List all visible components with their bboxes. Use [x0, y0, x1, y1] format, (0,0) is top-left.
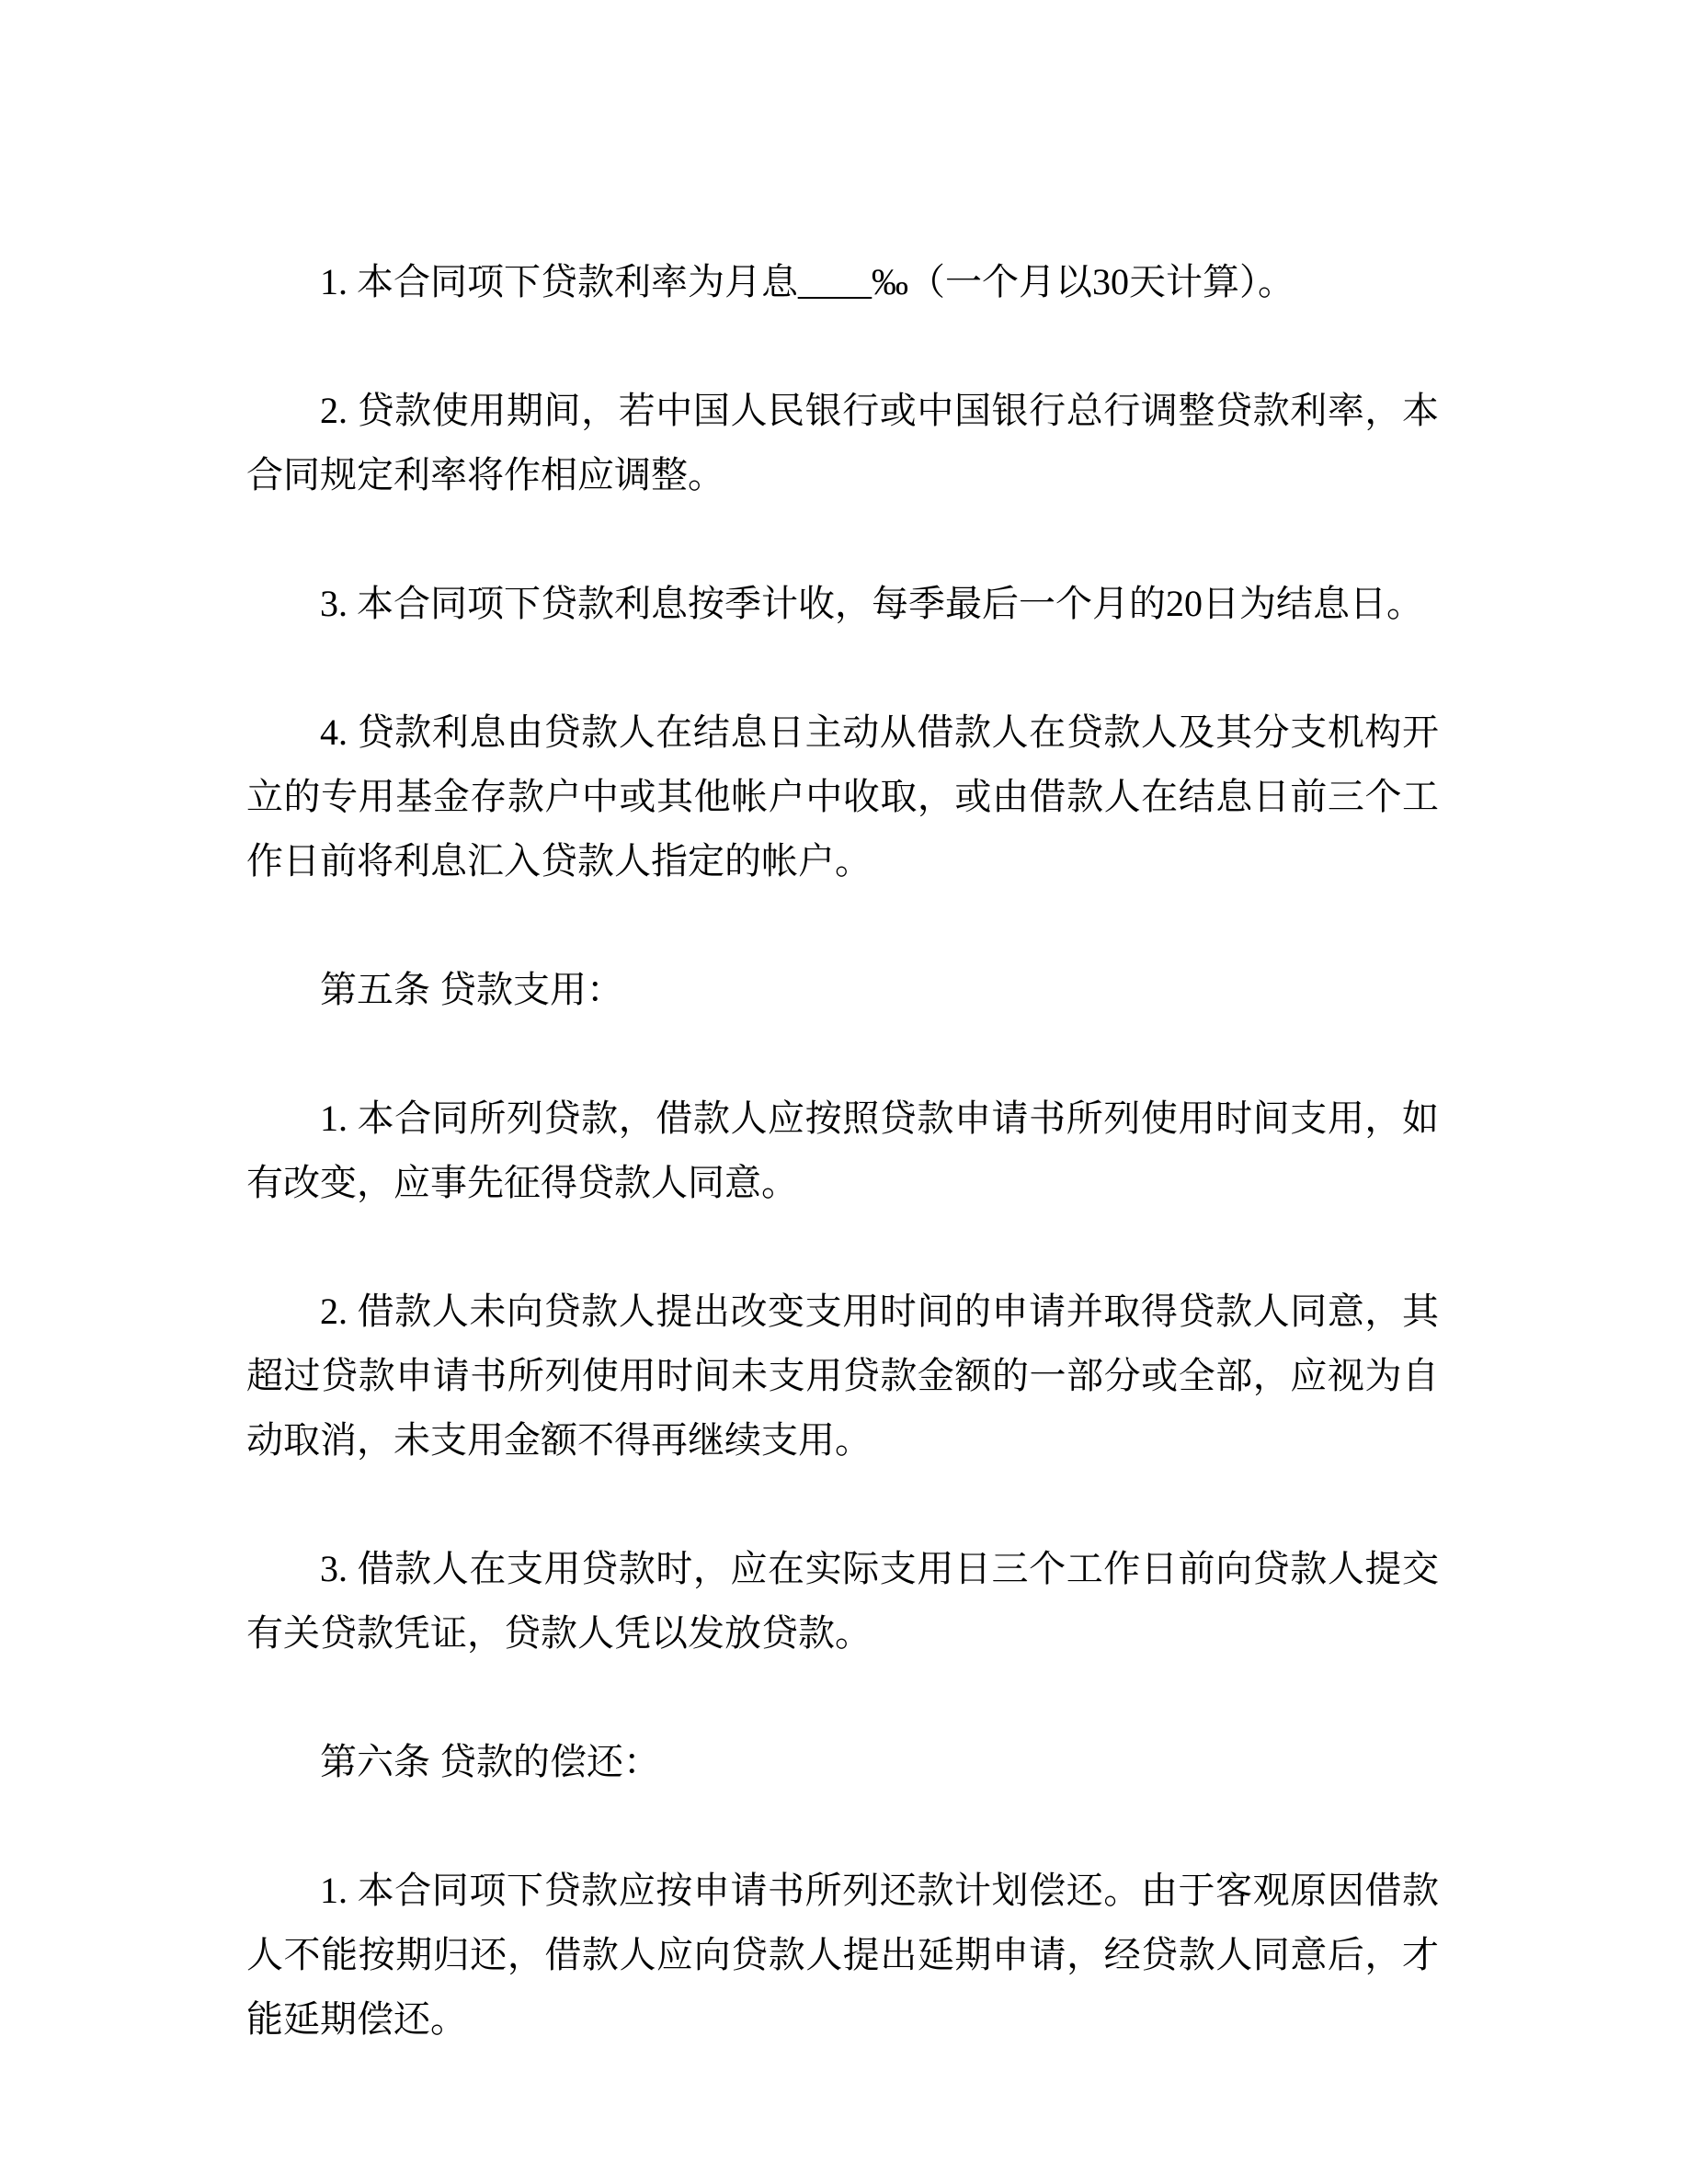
- article-5-heading: 第五条 贷款支用：: [320, 969, 623, 1010]
- clause-4-item-1: 1. 本合同项下贷款利率为月息____‰（一个月以30天计算）。: [320, 261, 1295, 302]
- article-5-item-1: 1. 本合同所列贷款，借款人应按照贷款申请书所列使用时间支用，如有改变，应事先征得贷款人同意。: [246, 1098, 1439, 1203]
- article-5-item-3: 3. 借款人在支用贷款时，应在实际支用日三个工作日前向贷款人提交有关贷款凭证，贷款人凭以发放贷款。: [246, 1548, 1439, 1654]
- clause-4-item-4: 4. 贷款利息由贷款人在结息日主动从借款人在贷款人及其分支机构开立的专用基金存款户中或其他帐户中收取，或由借款人在结息日前三个工作日前将利息汇入贷款人指定的帐户。: [246, 711, 1439, 882]
- article-5-item-2: 2. 借款人未向贷款人提出改变支用时间的申请并取得贷款人同意，其超过贷款申请书所列使用时间未支用贷款金额的一部分或全部，应视为自动取消，未支用金额不得再继续支用。: [246, 1291, 1439, 1461]
- clause-4-item-2: 2. 贷款使用期间，若中国人民银行或中国银行总行调整贷款利率，本合同规定利率将作相应调整。: [246, 390, 1439, 495]
- clause-4-item-3: 3. 本合同项下贷款利息按季计收，每季最后一个月的20日为结息日。: [320, 583, 1423, 624]
- article-6-heading: 第六条 贷款的偿还：: [320, 1741, 660, 1782]
- article-6-item-1: 1. 本合同项下贷款应按申请书所列还款计划偿还。由于客观原因借款人不能按期归还，借款人应向贷款人提出延期申请，经贷款人同意后，才能延期偿还。: [246, 1870, 1439, 2040]
